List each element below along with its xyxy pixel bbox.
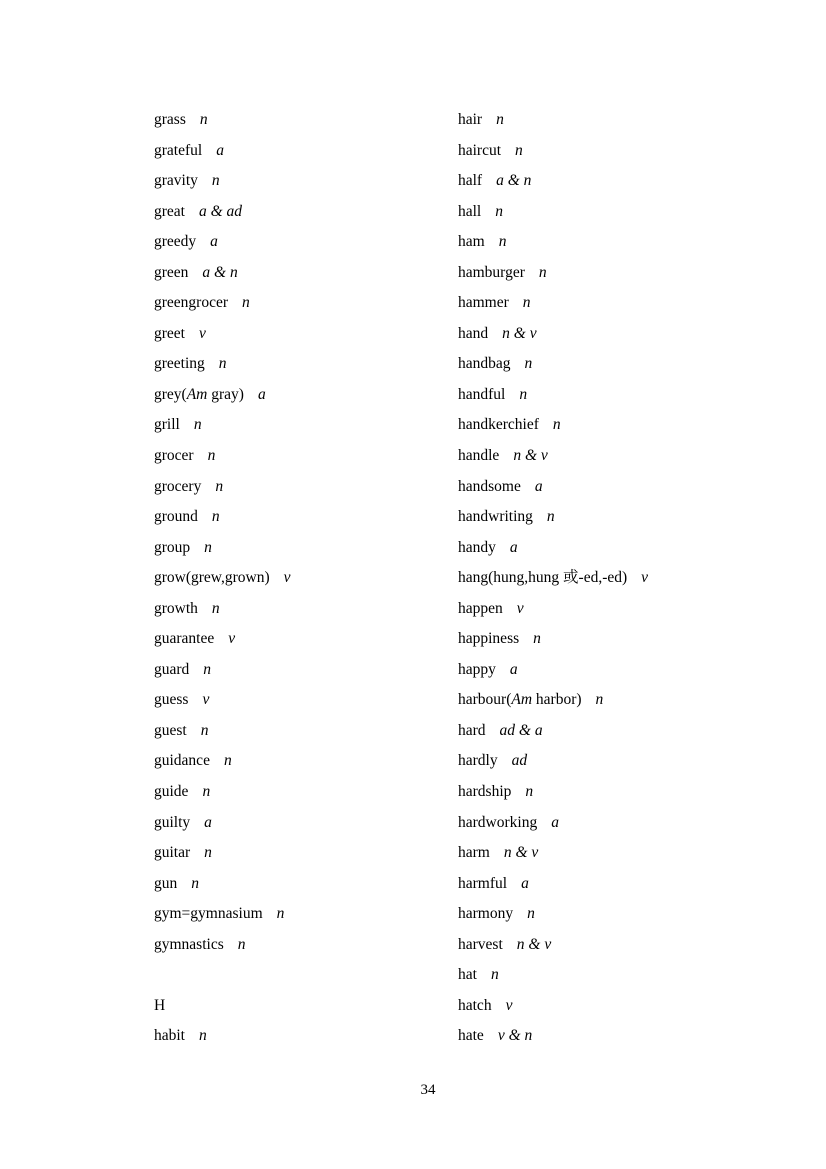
pos-tag: n [207, 447, 216, 465]
word-text: guidance [154, 752, 210, 770]
word-text: hard [458, 721, 486, 739]
pos-tag: n & v [502, 324, 537, 342]
word-text: handful [458, 385, 506, 403]
word-row [154, 594, 454, 625]
word-row [154, 685, 454, 716]
pos-tag: n [498, 233, 507, 251]
pos-tag: a [509, 538, 518, 556]
word-row [458, 349, 808, 380]
word-row [154, 258, 454, 289]
word-text: guest [154, 721, 187, 739]
word-text: grass [154, 111, 186, 128]
pos-tag: a & n [496, 172, 532, 190]
word-row [458, 685, 808, 716]
pos-tag: v & n [497, 1027, 533, 1045]
word-text: greet [154, 324, 185, 342]
word-row [154, 655, 454, 686]
word-row [458, 594, 808, 625]
pos-tag: v [283, 569, 291, 587]
word-row [458, 319, 808, 350]
word-text: handwriting [458, 508, 533, 526]
pos-tag: n [211, 508, 220, 526]
word-row [458, 441, 808, 472]
word-text: happiness [458, 630, 520, 648]
word-row [154, 838, 454, 869]
word-text: hate [458, 1027, 484, 1045]
pos-tag: n [223, 752, 232, 770]
word-text: greeting [154, 355, 205, 373]
word-row [154, 319, 454, 350]
pos-tag: n [191, 874, 199, 892]
word-row [154, 105, 454, 136]
pos-tag: n [242, 294, 250, 312]
word-text: half [458, 172, 483, 190]
word-row [458, 869, 808, 900]
word-row [154, 533, 454, 564]
word-row [458, 197, 808, 228]
word-text: haircut [458, 141, 502, 159]
word-text: greedy [154, 233, 197, 251]
word-row [458, 410, 808, 441]
word-row [458, 533, 808, 564]
word-row [458, 746, 808, 777]
word-row [154, 136, 454, 167]
word-row [458, 258, 808, 289]
word-text: happen [458, 599, 503, 617]
pos-tag: n [200, 721, 209, 739]
pos-tag: n [495, 202, 503, 220]
pos-tag: v [505, 996, 513, 1014]
word-row [458, 624, 808, 655]
pos-tag: n [276, 905, 285, 923]
pos-tag: n [193, 416, 202, 434]
word-row [154, 410, 454, 441]
word-row [458, 777, 808, 808]
word-text: handbag [458, 355, 511, 373]
word-column [458, 105, 808, 1052]
word-row [154, 563, 454, 594]
word-text: guarantee [154, 630, 215, 648]
pos-tag: n [490, 966, 499, 984]
word-row [458, 991, 808, 1022]
word-row [154, 472, 454, 503]
page-number: 34 [420, 1082, 436, 1098]
word-row [154, 716, 454, 747]
section-heading: H [154, 996, 166, 1014]
pos-tag: n [199, 111, 208, 128]
word-row [458, 288, 808, 319]
pos-tag: n [522, 294, 531, 312]
word-text: hat [458, 966, 477, 984]
word-row [458, 1021, 808, 1052]
pos-tag: a [509, 660, 518, 678]
word-text: growth [154, 599, 198, 617]
word-text: hardly [458, 752, 498, 770]
pos-tag: n [215, 477, 224, 495]
pos-tag: a [534, 477, 543, 495]
word-text: gravity [154, 172, 198, 190]
word-row [154, 1021, 454, 1052]
pos-tag: n [204, 538, 212, 556]
word-text: great [154, 202, 185, 220]
pos-tag: n [546, 508, 555, 526]
word-row [458, 166, 808, 197]
word-text: harmony [458, 905, 514, 923]
word-text: harvest [458, 935, 503, 953]
pos-tag: v [641, 569, 649, 587]
word-row [154, 197, 454, 228]
word-row [458, 808, 808, 839]
word-text: guilty [154, 813, 191, 831]
word-text: harbour(Am harbor) [458, 691, 582, 709]
pos-tag: n [199, 1027, 207, 1045]
word-row [154, 166, 454, 197]
word-row [458, 960, 808, 991]
pos-tag: n [218, 355, 227, 373]
pos-tag: n [237, 935, 246, 953]
word-text: grill [154, 416, 180, 434]
pos-tag: ad & a [499, 721, 543, 739]
word-row [154, 808, 454, 839]
pos-tag: a [551, 813, 559, 831]
pos-tag: n [515, 141, 523, 159]
word-row [458, 655, 808, 686]
word-text: hang(hung,hung 或-ed,-ed) [458, 569, 628, 587]
word-text: gymnastics [154, 935, 224, 953]
word-text: handsome [458, 477, 521, 495]
pos-tag: n [525, 783, 534, 801]
word-text: hatch [458, 996, 492, 1014]
word-text: guard [154, 660, 190, 678]
word-row [458, 930, 808, 961]
pos-tag: n [552, 416, 561, 434]
pos-tag: a [204, 813, 212, 831]
pos-tag: a [216, 141, 224, 159]
word-row [154, 227, 454, 258]
pos-tag: v [198, 324, 206, 342]
word-row [458, 716, 808, 747]
word-row [154, 930, 454, 961]
word-row [154, 349, 454, 380]
word-row [154, 899, 454, 930]
word-row [154, 869, 454, 900]
word-row [458, 105, 808, 136]
pos-tag: n [204, 844, 212, 862]
pos-tag: n [519, 385, 528, 403]
word-text: habit [154, 1027, 185, 1045]
word-text: hammer [458, 294, 509, 312]
pos-tag: v [516, 599, 524, 617]
word-text: guitar [154, 844, 191, 862]
pos-tag: n & v [503, 844, 539, 862]
pos-tag: ad [511, 752, 528, 770]
word-text: green [154, 263, 189, 281]
word-text: hair [458, 111, 483, 128]
pos-tag: n [211, 172, 220, 190]
word-text: greengrocer [154, 294, 229, 312]
pos-tag: a [257, 385, 266, 403]
word-text: grey(Am gray) [154, 385, 244, 403]
word-row [154, 441, 454, 472]
word-text: grow(grew,grown) [154, 569, 270, 587]
word-text: hall [458, 202, 482, 220]
word-row [154, 746, 454, 777]
word-row [154, 288, 454, 319]
word-text: happy [458, 660, 496, 678]
pos-tag: a & n [202, 263, 238, 281]
pos-tag: n [595, 691, 604, 709]
pos-tag: n & v [516, 935, 552, 953]
pos-tag: n [538, 263, 547, 281]
word-text: hand [458, 324, 489, 342]
blank-row [154, 960, 454, 991]
pos-tag: a [210, 233, 218, 251]
word-text: harmful [458, 874, 508, 892]
word-row [458, 899, 808, 930]
word-column [154, 105, 454, 1052]
word-row [154, 380, 454, 411]
word-text: ham [458, 233, 485, 251]
pos-tag: n [524, 355, 533, 373]
word-row [458, 227, 808, 258]
word-text: hardship [458, 783, 512, 801]
word-row [458, 502, 808, 533]
word-row [458, 563, 808, 594]
section-heading-row [154, 991, 454, 1022]
word-text: harm [458, 844, 490, 862]
word-text: gym=gymnasium [154, 905, 263, 923]
pos-tag: n [533, 630, 541, 648]
pos-tag: n [211, 599, 220, 617]
word-text: hardworking [458, 813, 538, 831]
word-row [458, 136, 808, 167]
pos-tag: n [203, 660, 212, 678]
pos-tag: a & ad [198, 202, 243, 220]
word-text: handkerchief [458, 416, 539, 434]
pos-tag: n [527, 905, 535, 923]
word-row [458, 838, 808, 869]
word-row [154, 502, 454, 533]
pos-tag: a [521, 874, 529, 892]
word-text: grocer [154, 447, 194, 465]
word-text: ground [154, 508, 198, 526]
word-text: hamburger [458, 263, 525, 281]
word-text: grocery [154, 477, 202, 495]
word-text: guide [154, 783, 189, 801]
word-text: handy [458, 538, 496, 556]
pos-tag: n & v [513, 447, 548, 465]
word-text: group [154, 538, 191, 556]
pos-tag: n [496, 111, 504, 128]
word-text: grateful [154, 141, 203, 159]
word-text: handle [458, 447, 500, 465]
pos-tag: v [228, 630, 236, 648]
word-text: gun [154, 874, 178, 892]
word-row [458, 472, 808, 503]
word-row [154, 624, 454, 655]
word-row [154, 777, 454, 808]
word-text: guess [154, 691, 189, 709]
word-row [458, 380, 808, 411]
pos-tag: n [202, 783, 211, 801]
pos-tag: v [202, 691, 210, 709]
